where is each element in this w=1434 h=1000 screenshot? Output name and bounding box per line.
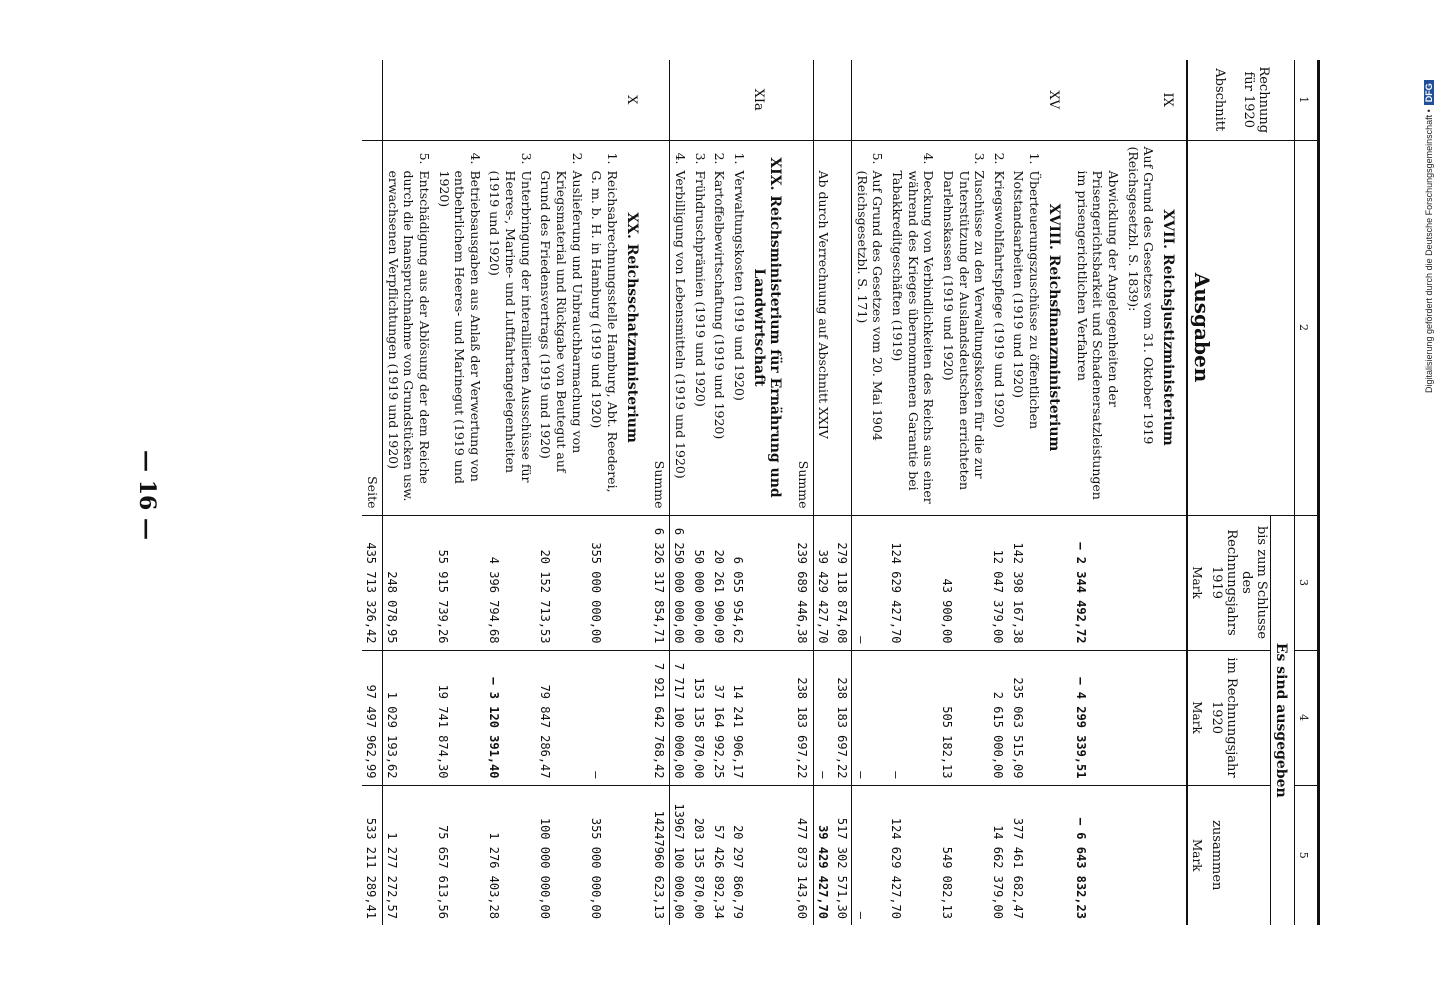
item-text: Ab durch Verrechnung auf Abschnitt XXIV <box>816 170 832 439</box>
item-number: 1. <box>1027 152 1043 165</box>
expenditure-table <box>363 60 1321 925</box>
section-title-row <box>622 60 650 925</box>
document-page <box>90 50 1320 940</box>
item-text: Reichsabrechnungsstelle Hamburg, Abt. Reederei, G. m. b. H. in Hamburg (1919 und 1920) <box>589 170 620 493</box>
amount-1920: 2 615 000,00 <box>989 650 1009 785</box>
item-text: Verbilligung von Lebensmitteln (1919 und 1920) <box>673 170 689 479</box>
table-row <box>434 60 485 925</box>
item-text: Kartoffelbewirtschaftung (1919 und 1920) <box>712 170 728 440</box>
amount-total: 14 662 379,00 <box>991 825 1006 919</box>
amount-1920: 235 063 515,09 <box>1009 650 1044 785</box>
amount-1920: — 3 120 391,40 <box>485 650 536 785</box>
dfg-logo: DFG <box>1424 80 1434 105</box>
amount-total: 124 629 427,70 <box>889 817 904 919</box>
item-number: 3. <box>972 152 988 165</box>
column-number: 5 <box>1295 785 1319 925</box>
item-text: Auslieferung und Unbrauchbarmachung von Kriegsmaterial und Rückgabe von Beutegut auf Grund des Friedensvertrags (1919 und 1920) <box>538 170 585 473</box>
column-number: 1 <box>1295 60 1319 140</box>
stamp-text: Digitalisierung gefördert durch die Deutsche Forschungsgemeinschaft • <box>1424 109 1434 393</box>
unit-label: Mark <box>1187 650 1206 785</box>
col1-header: Rechnung für 1920 <box>1240 66 1271 134</box>
table-row <box>938 60 989 925</box>
amount-1919: 43 900,00 <box>938 515 989 650</box>
amount-total: 100 000 000,00 <box>537 817 552 919</box>
page-number: — 16 — <box>134 450 160 540</box>
amount-1920: — <box>852 650 888 785</box>
amount-total: 377 461 682,47 <box>1010 817 1025 919</box>
amount-1920: 7 921 642 768,42 <box>650 650 670 785</box>
amount-1919: 20 261 900,09 <box>710 515 730 650</box>
sum-label <box>833 140 852 515</box>
amount-total: 517 302 571,30 <box>833 785 852 925</box>
item-number: 5. <box>870 152 886 165</box>
amount-1920: 1 029 193,62 <box>383 650 434 785</box>
col4-header: im Rechnungsjahr 1920 <box>1206 650 1270 785</box>
amount-total: 477 873 143,60 <box>793 785 813 925</box>
table-row <box>989 60 1009 925</box>
sum-row <box>793 60 813 925</box>
amount-1920: 97 497 962,99 <box>363 650 383 785</box>
item-text: Verwaltungskosten (1919 und 1920) <box>732 170 747 401</box>
deduction-row <box>813 60 833 925</box>
amount-1920: 505 182,13 <box>938 650 989 785</box>
table-row <box>690 60 710 925</box>
amount-total: 549 082,13 <box>940 846 955 919</box>
header-group-row <box>1271 60 1295 925</box>
amount-1919: 124 629 427,70 <box>888 515 939 650</box>
item-text: Überteuerungszuschüsse zu öffentlichen Notstandsarbeiten (1919 und 1920) <box>1011 170 1043 430</box>
amount-1919: 6 250 000 000,00 <box>670 515 690 650</box>
col3-header: bis zum Schlusse des Rechnungsjahrs 1919 <box>1206 515 1270 650</box>
amount-1920: 14 241 906,17 <box>729 650 749 785</box>
amount-1919: 248 078,95 <box>383 515 434 650</box>
amount-1920: 7 717 100 000,00 <box>670 650 690 785</box>
subtotal-row <box>833 60 852 925</box>
item-number: 2. <box>569 152 585 165</box>
section-title-row <box>1044 60 1072 925</box>
amount-total: — 6 643 832,23 <box>1074 817 1089 919</box>
item-number: 4. <box>467 152 483 165</box>
amount-1919: 4 396 794,68 <box>485 515 536 650</box>
amount-1919: 50 000 000,00 <box>690 515 710 650</box>
table-row <box>485 60 536 925</box>
amount-total: 13967 100 000,00 <box>672 803 687 919</box>
section-title: XIX. Reichsministerium für Ernährung und Landwirtschaft <box>749 140 793 515</box>
section-intro-row <box>1123 60 1158 925</box>
amount-1919: 20 152 713,53 <box>536 515 587 650</box>
amount-1919: 355 000 000,00 <box>587 515 622 650</box>
col1-subheader: Abschnitt <box>1211 68 1227 132</box>
unit-label: Mark <box>1187 515 1206 650</box>
unit-label: Mark <box>1187 785 1206 925</box>
amount-1920: 79 847 286,47 <box>536 650 587 785</box>
item-number: 5. <box>417 152 432 165</box>
sum-row <box>363 60 383 925</box>
item-number: 3. <box>518 152 534 165</box>
sum-row <box>650 60 670 925</box>
dfg-stamp <box>1424 80 1434 393</box>
item-text: Frühdruschprämien (1919 und 1920) <box>692 170 708 407</box>
amount-1920: — <box>587 650 622 785</box>
table-row <box>852 60 888 925</box>
amount-total: 355 000 000,00 <box>588 817 603 919</box>
column-number: 2 <box>1295 140 1319 515</box>
column-number-row <box>1295 60 1319 925</box>
amount-1920: 238 183 697,22 <box>833 650 852 785</box>
section-intro: Auf Grund des Gesetzes vom 31. Oktober 1919 (Reichsgesetzbl. S. 1839): <box>1123 140 1158 515</box>
amount-1920: 153 135 870,00 <box>690 650 710 785</box>
column-number: 3 <box>1295 515 1319 650</box>
amount-total: 1 276 403,28 <box>486 832 501 919</box>
section-title: XVIII. Reichsfinanzministerium <box>1044 140 1072 515</box>
item-number: 2. <box>991 152 1007 165</box>
sum-label: Seite <box>363 140 383 515</box>
sum-label: Summe <box>793 140 813 515</box>
amount-total: 20 297 860,79 <box>731 825 746 919</box>
amount-1919: 6 055 954,62 <box>729 515 749 650</box>
table-row <box>383 60 434 925</box>
amount-1919: 39 429 427,70 <box>813 515 833 650</box>
ausgaben-header: Ausgaben <box>1187 140 1294 515</box>
amount-1919: 55 915 739,26 <box>434 515 485 650</box>
item-number: 3. <box>692 152 708 165</box>
amount-1919: — 2 344 492,72 <box>1072 515 1123 650</box>
col5-header: zusammen <box>1209 820 1225 891</box>
amount-total: 57 426 892,34 <box>711 825 726 919</box>
amount-1920: 238 183 697,22 <box>793 650 813 785</box>
amount-1919: 12 047 379,00 <box>989 515 1009 650</box>
amount-1920: 19 741 874,30 <box>434 650 485 785</box>
item-text: Abwicklung der Angelegenheiten der Prisengerichtsbarkeit und Schadenersatzleistungen im prisengerichtlichen Verfahren <box>1074 170 1121 500</box>
section-abschnitt: IX <box>1158 60 1187 140</box>
sum-label: Summe <box>650 140 670 515</box>
amount-1919: 142 398 167,38 <box>1009 515 1044 650</box>
item-number <box>1074 147 1121 165</box>
table-row <box>1072 60 1123 925</box>
amount-1919: 279 118 874,08 <box>833 515 852 650</box>
section-title-row <box>749 60 793 925</box>
item-number: 2. <box>712 152 728 165</box>
item-text: Auf Grund des Gesetzes vom 20. Mai 1904 (Reichsgesetzbl. S. 171) <box>854 170 886 441</box>
amount-1919: 239 689 446,38 <box>793 515 813 650</box>
item-text: Zuschüsse zu den Verwaltungskosten für die zur Unterstützung der Auslandsdeutschen errichteten Darlehnskassen (1919 und 1920) <box>941 170 988 491</box>
item-number: 1. <box>732 152 747 165</box>
item-text: Betriebsausgaben aus Anlaß der Verwertung von entbehrlichem Heeres- und Marinegut (1919 und 1920) <box>436 170 483 484</box>
table-row <box>888 60 939 925</box>
table-row <box>536 60 587 925</box>
item-text: Unterbringung der interalliierten Ausschüsse für Heeres-, Marine- und Luftfahrtangelegenheiten (1919 und 1920) <box>487 170 534 483</box>
amount-1920: — 4 299 339,51 <box>1072 650 1123 785</box>
amount-total: 1 277 272,57 <box>385 832 400 919</box>
table-row <box>587 60 622 925</box>
group-header: Es sind ausgegeben <box>1271 515 1295 925</box>
item-number: 4. <box>673 152 689 165</box>
table-row <box>710 60 730 925</box>
amount-1920: — <box>888 650 939 785</box>
item-text: Deckung von Verbindlichkeiten des Reichs aus einer während des Krieges übernommenen Garantie bei Tabakkreditgeschäften (1919) <box>890 170 937 504</box>
amount-total: — <box>854 911 869 919</box>
section-title: XX. Reichsschatzministerium <box>622 140 650 515</box>
section-abschnitt: X <box>622 60 650 140</box>
amount-total: 39 429 427,70 <box>815 825 830 919</box>
amount-1920: — <box>813 650 833 785</box>
item-number <box>816 147 832 165</box>
table-row <box>670 60 690 925</box>
table-row <box>1009 60 1044 925</box>
section-abschnitt: XIa <box>749 60 793 140</box>
amount-1919: 435 713 326,42 <box>363 515 383 650</box>
amount-1919: — <box>852 515 888 650</box>
table-row <box>729 60 749 925</box>
amount-total: 203 135 870,00 <box>692 817 707 919</box>
item-number: 4. <box>921 152 937 165</box>
section-abschnitt: XV <box>1044 60 1072 140</box>
amount-total: 14247960 623,13 <box>650 785 670 925</box>
column-number: 4 <box>1295 650 1319 785</box>
amount-1919: 6 326 317 854,71 <box>650 515 670 650</box>
amount-total: 75 657 613,56 <box>436 825 450 919</box>
section-title-row <box>1158 60 1187 925</box>
item-text: Kriegswohlfahrtspflege (1919 und 1920) <box>991 170 1007 428</box>
amount-total: 533 211 289,41 <box>363 785 383 925</box>
item-number: 1. <box>604 152 620 165</box>
amount-1920: 37 164 992,25 <box>710 650 730 785</box>
item-text: Entschädigung aus der Ablösung der dem Reiche durch die Inanspruchnahme von Grundstücken usw. erwachsenen Verpflichtungen (1919 und 1920) <box>385 170 432 502</box>
section-title: XVII. Reichsjustizministerium <box>1158 140 1187 515</box>
